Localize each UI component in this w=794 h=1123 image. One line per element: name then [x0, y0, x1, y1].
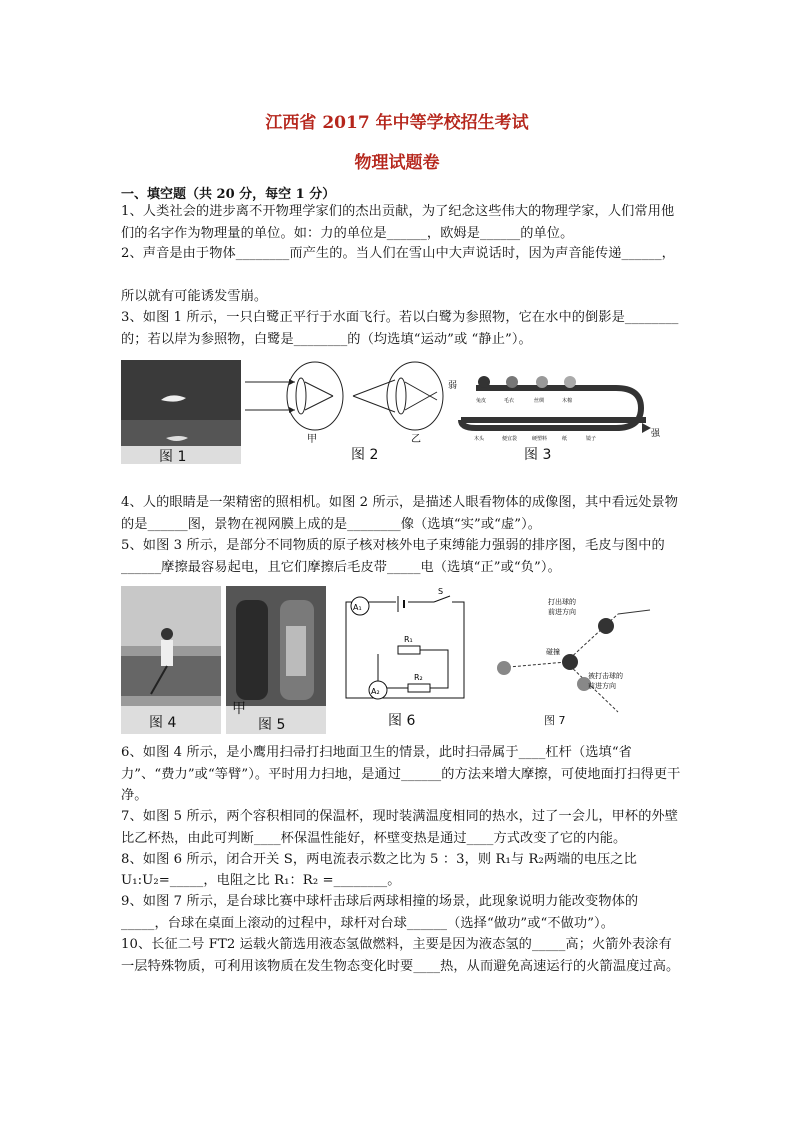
f3-bot-3: 纸	[562, 436, 568, 442]
label-cue-ball-1: 打出球的	[548, 598, 576, 606]
figure-1-caption: 图 1	[159, 449, 187, 465]
f3-top-0: 兔皮	[476, 398, 487, 404]
figure-3	[446, 360, 666, 464]
question-9: 9、如图 7 所示，是台球比赛中球杆击球后两球相撞的场景，此现象说明力能改变物体的_____，台球在桌面上滚动的过程中，球杆对台球______（选择“做功”或“不做功”）。	[121, 894, 639, 931]
figure-7-caption: 图 7	[544, 714, 566, 727]
r2-label: R₂	[414, 673, 423, 682]
question-1: 1、人类社会的进步离不开物理学家们的杰出贡献，为了纪念这些伟大的物理学家，人们常用他们的名字作为物理量的单位。如：力的单位是______，欧姆是______的单位。	[121, 204, 675, 241]
figure-4	[121, 586, 221, 734]
f3-bot-1: 便宜袋	[502, 436, 518, 442]
f3-bot-2: 硬塑料	[532, 436, 548, 442]
figure-5	[226, 586, 326, 734]
figure-2	[245, 360, 445, 464]
f3-bot-4: 镜子	[586, 436, 597, 442]
ammeter-a1-label: A₁	[353, 603, 362, 612]
electron-affinity-chart	[446, 360, 666, 464]
label-hit-ball-2: 前进方向	[588, 682, 616, 690]
question-4: 4、人的眼睛是一架精密的照相机。如图 2 所示，是描述人眼看物体的成像图，其中看远处景物的是______图，景物在视网膜上成的是________像（选填“实”或“虚”）。	[121, 495, 679, 532]
figure-7	[488, 588, 658, 734]
weak-label: 弱	[448, 381, 458, 391]
f3-top-2: 丝绸	[534, 398, 545, 404]
ammeter-a2-label: A₂	[371, 687, 380, 696]
label-hit-ball-1: 被打击球的	[588, 672, 623, 680]
question-8: 8、如图 6 所示，闭合开关 S，两电流表示数之比为 5 ：3，则 R₁与 R₂两端的电压之比	[121, 852, 637, 867]
switch-label: S	[438, 587, 444, 596]
f3-top-3: 木棉	[562, 398, 573, 404]
question-5: 5、如图 3 所示，是部分不同物质的原子核对核外电子束缚能力强弱的排序图，毛皮与图中的______摩擦最容易起电，且它们摩擦后毛皮带_____电（选填“正”或“负”）。	[121, 538, 665, 575]
f3-bot-0: 木头	[474, 436, 485, 442]
figure-6	[338, 586, 473, 734]
figure-3-caption: 图 3	[524, 447, 552, 463]
section-heading: 一、填空题（共 20 分，每空 1 分）	[121, 187, 336, 202]
question-6: 6、如图 4 所示，是小鹰用扫帚打扫地面卫生的情景，此时扫帚属于____杠杆（选填“省力”、“费力”或“等臂”）。平时用力扫地，是通过______的方法来增大摩擦，可使地面打扫得更干净。	[121, 745, 681, 803]
question-10: 10、长征二号 FT2 运载火箭选用液态氢做燃料，主要是因为液态氢的_____高；火箭外表涂有一层特殊物质，可利用该物质在发生物态变化时要____热，从而避免高速运行的火箭温度过高。	[121, 937, 680, 974]
paper-subtitle: 物理试题卷	[354, 153, 440, 173]
eye-a-label: 甲	[307, 434, 317, 445]
exam-title: 江西省 2017 年中等学校招生考试	[265, 113, 529, 133]
f3-top-1: 毛衣	[504, 398, 515, 404]
eye-diagram	[245, 360, 445, 464]
strong-label: 强	[651, 429, 661, 439]
question-3: 3、如图 1 所示，一只白鹭正平行于水面飞行。若以白鹭为参照物，它在水中的倒影是________的；若以岸为参照物，白鹭是________的（均选填“运动”或 “静止”）。	[121, 310, 679, 347]
billiards-collision-diagram	[488, 588, 658, 734]
question-7: 7、如图 5 所示，两个容积相同的保温杯，现时装满温度相同的热水，过了一会儿，甲杯的外壁比乙杯热，由此可判断____杯保温性能好，杯壁变热是通过____方式改变了它的内能。	[121, 809, 679, 846]
figure-6-caption: 图 6	[388, 713, 416, 729]
eye-b-label: 乙	[411, 434, 421, 445]
label-collision: 碰撞	[546, 648, 560, 656]
figure-4-caption: 图 4	[149, 715, 177, 731]
question-2-cont: 所以就有可能诱发雪崩。	[121, 289, 268, 304]
label-cue-ball-2: 前进方向	[548, 608, 576, 616]
question-8-cont: U₁:U₂=_____，电阻之比 R₁：R₂ =________。	[121, 873, 401, 888]
figure-2-caption: 图 2	[351, 447, 379, 463]
figure-1	[121, 360, 241, 464]
figure-5-jia: 甲	[232, 701, 246, 717]
r1-label: R₁	[404, 635, 413, 644]
question-2: 2、声音是由于物体________而产生的。当人们在雪山中大声说话时，因为声音能传递______，	[121, 246, 675, 261]
figure-5-caption: 图 5	[258, 717, 286, 733]
